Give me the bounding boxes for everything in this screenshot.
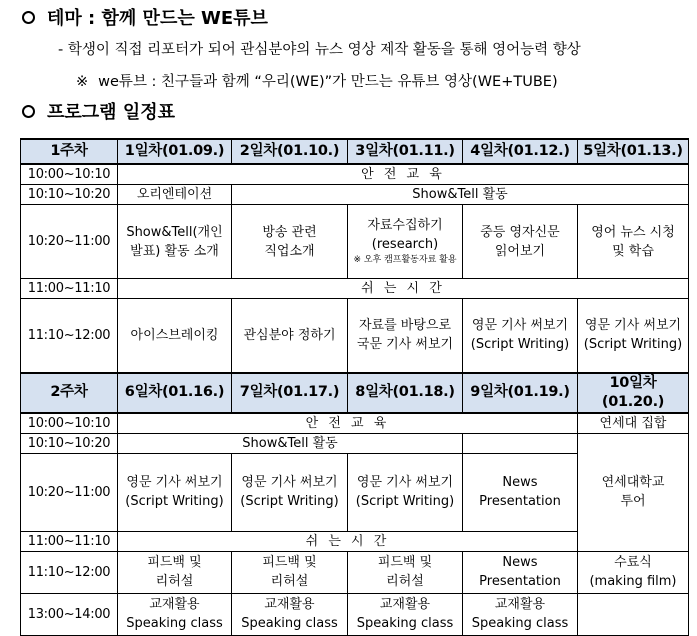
day-header: 7일차(01.17.) [232, 373, 348, 413]
activity-cell: 영어 뉴스 시청 및 학습 [578, 205, 689, 279]
time-slot: 11:00~11:10 [21, 531, 118, 551]
table-row [21, 299, 689, 373]
program-heading [8, 98, 175, 124]
activity-cell: 수료식 (making film) [578, 551, 689, 593]
day-header: 9일차(01.19.) [463, 373, 578, 413]
day-header: 3일차(01.11.) [348, 139, 463, 164]
note [76, 70, 558, 91]
schedule-table [20, 138, 689, 636]
activity-cell: Show&Tell 활동 [232, 185, 689, 205]
table-row [21, 551, 689, 593]
day-header: 1일차(01.09.) [118, 139, 232, 164]
activity-cell: 피드백 및 리허설 [348, 551, 463, 593]
circle-bullet-icon [22, 105, 35, 118]
table-row [21, 279, 689, 299]
activity-cell: 연세대 집합 [578, 413, 689, 434]
subtitle: - 학생이 직접 리포터가 되어 관심분야의 뉴스 영상 제작 활동을 통해 영어능력 향상 [58, 42, 581, 58]
day-header: 2일차(01.10.) [232, 139, 348, 164]
time-slot: 11:10~12:00 [21, 551, 118, 593]
day-header: 4일차(01.12.) [463, 139, 578, 164]
activity-cell: 영문 기사 써보기 (Script Writing) [118, 453, 232, 531]
activity-cell: 연세대학교 투어 [578, 433, 689, 551]
time-slot: 11:10~12:00 [21, 299, 118, 373]
day-header: 8일차(01.18.) [348, 373, 463, 413]
activity-cell: 쉬 는 시 간 [118, 531, 578, 551]
week1-header-row [21, 139, 689, 164]
activity-note: ※ 오후 캠프활동자료 활용 [353, 255, 457, 265]
activity-cell: News Presentation [463, 551, 578, 593]
activity-cell: 방송 관련 직업소개 [232, 205, 348, 279]
time-slot: 10:10~10:20 [21, 433, 118, 453]
activity-cell: 아이스브레이킹 [118, 299, 232, 373]
activity-cell: Show&Tell(개인 발표) 활동 소개 [118, 205, 232, 279]
activity-cell [463, 433, 578, 453]
week-label: 2주차 [21, 373, 118, 413]
circle-bullet-icon [22, 11, 35, 24]
activity-cell: 영문 기사 써보기 (Script Writing) [348, 453, 463, 531]
activity-cell: 자료수집하기 (research) ※ 오후 캠프활동자료 활용 [348, 205, 463, 279]
activity-cell: 오리엔테이션 [118, 185, 232, 205]
activity-cell: 안 전 교 육 [118, 413, 578, 434]
activity-cell: 피드백 및 리허설 [118, 551, 232, 593]
table-row [21, 433, 689, 453]
activity-cell: 교재활용 Speaking class [348, 593, 463, 635]
activity-cell: 관심분야 정하기 [232, 299, 348, 373]
activity-cell: 자료를 바탕으로 국문 기사 써보기 [348, 299, 463, 373]
time-slot: 11:00~11:10 [21, 279, 118, 299]
table-row [21, 205, 689, 279]
activity-cell: 영문 기사 써보기 (Script Writing) [463, 299, 578, 373]
table-row [21, 413, 689, 434]
week-label: 1주차 [21, 139, 118, 164]
time-slot: 13:00~14:00 [21, 593, 118, 635]
activity-cell: 쉬 는 시 간 [118, 279, 689, 299]
activity-cell: Show&Tell 활동 [118, 433, 463, 453]
table-row [21, 164, 689, 185]
time-slot: 10:20~11:00 [21, 205, 118, 279]
table-row [21, 593, 689, 635]
day-header: 10일차(01.20.) [578, 373, 689, 413]
note-text: we튜브 : 친구들과 함께 “우리(WE)”가 만드는 유튜브 영상(WE+TUBE) [98, 74, 558, 90]
time-slot: 10:10~10:20 [21, 185, 118, 205]
activity-cell: 중등 영자신문 읽어보기 [463, 205, 578, 279]
activity-cell: News Presentation [463, 453, 578, 531]
reference-mark-icon: ※ [76, 74, 89, 90]
week2-header-row [21, 373, 689, 413]
time-slot: 10:00~10:10 [21, 413, 118, 434]
day-header: 6일차(01.16.) [118, 373, 232, 413]
activity-cell: 영문 기사 써보기 (Script Writing) [232, 453, 348, 531]
activity-cell [578, 593, 689, 635]
activity-cell: 교재활용 Speaking class [463, 593, 578, 635]
theme-heading [8, 4, 268, 30]
theme-heading-text: 테마 : 함께 만드는 WE튜브 [47, 8, 268, 29]
table-row [21, 185, 689, 205]
activity-cell: 교재활용 Speaking class [118, 593, 232, 635]
activity-cell: 교재활용 Speaking class [232, 593, 348, 635]
activity-cell: 피드백 및 리허설 [232, 551, 348, 593]
activity-cell: 영문 기사 써보기 (Script Writing) [578, 299, 689, 373]
time-slot: 10:20~11:00 [21, 453, 118, 531]
day-header: 5일차(01.13.) [578, 139, 689, 164]
activity-cell: 안 전 교 육 [118, 164, 689, 185]
program-heading-text: 프로그램 일정표 [47, 102, 175, 123]
time-slot: 10:00~10:10 [21, 164, 118, 185]
